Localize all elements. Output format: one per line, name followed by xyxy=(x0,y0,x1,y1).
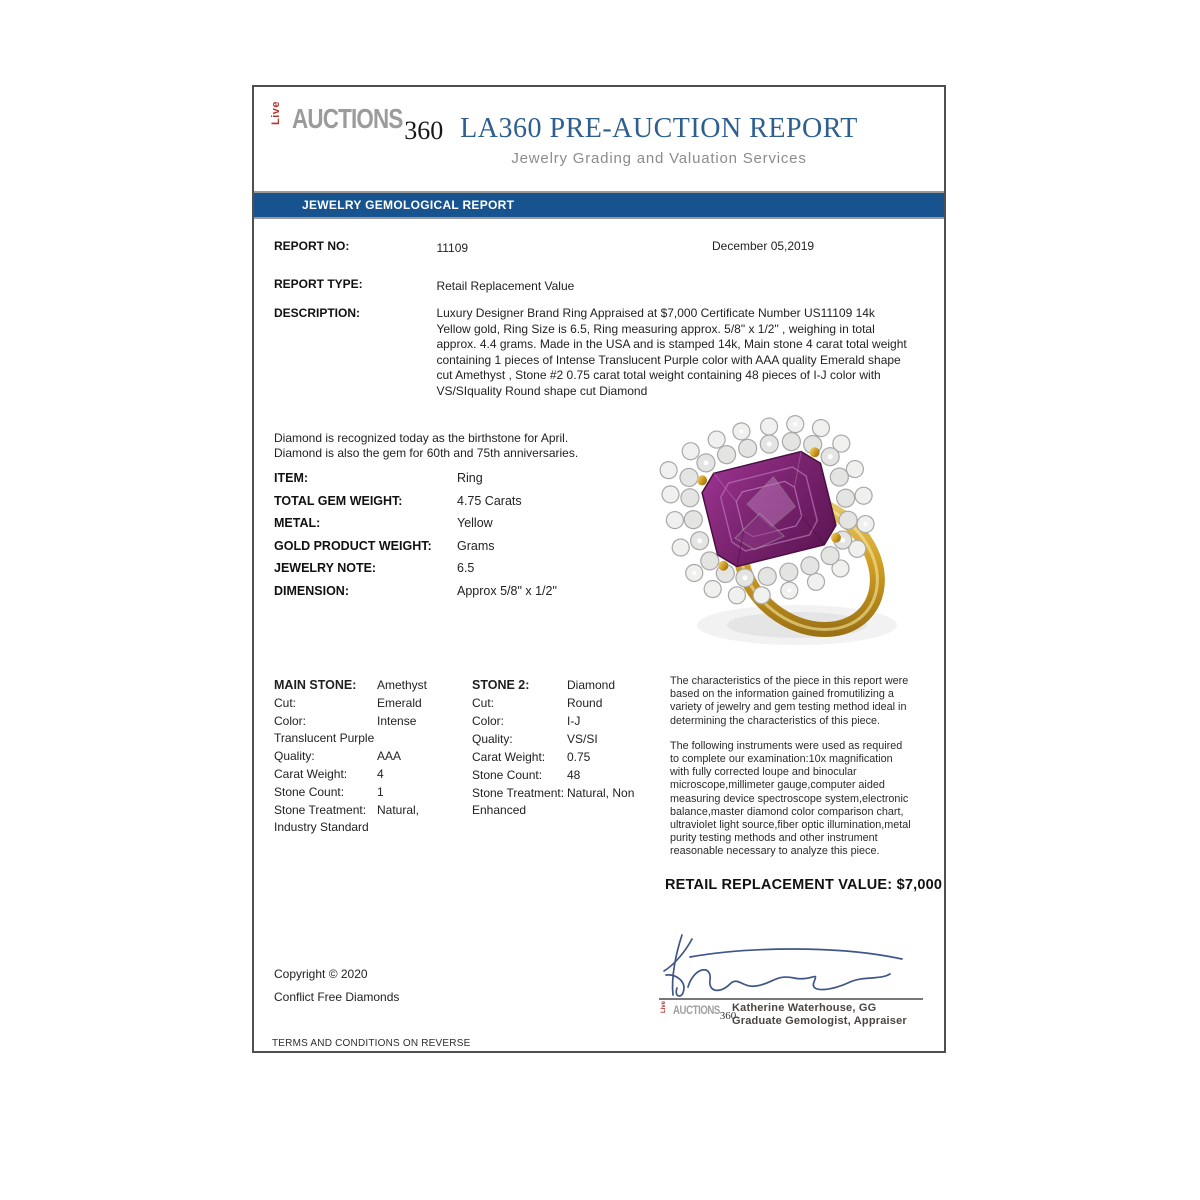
item-value: Ring xyxy=(457,471,483,485)
stone2-color xyxy=(472,713,664,730)
description-text: Luxury Designer Brand Ring Appraised at $7,000 Certificate Number US11109 14k Yellow gold, Ring Size is 6.5, Ring measuring approx. 5/8" x 1/2" , weighing in total approx. 4.4 grams. Made in the USA and is stamped 14k, Main stone 4 carat total weight containing 1 pieces of Intense Translucent Purple color with AAA quality Emerald shape cut Amethyst , Stone #2 0.75 carat total weight containing 48 pieces of I-J color with VS/SIquality Round shape cut Diamond xyxy=(436,306,907,398)
row-value: I-J xyxy=(567,714,581,728)
item-value: Yellow xyxy=(457,516,493,530)
page-subtitle: Jewelry Grading and Valuation Services xyxy=(511,150,807,167)
row-label: Stone Count: xyxy=(274,785,345,799)
item-label: DIMENSION: xyxy=(274,583,349,598)
item-value: 4.75 Carats xyxy=(457,493,522,508)
stone2-value: Diamond xyxy=(567,678,616,692)
stone2-header xyxy=(472,677,664,694)
report-type-label: REPORT TYPE: xyxy=(274,277,363,291)
amethyst-diamond-ring-illustration xyxy=(647,413,939,665)
item-value: 6.5 xyxy=(457,561,475,575)
appraiser-signature xyxy=(652,925,924,999)
characteristics-paragraph-1: The characteristics of the piece in this report were based on the information gained fromutilizing a variety of jewelry and gem testing method ideal in determining the characteristics of this piece. xyxy=(670,675,909,727)
row-value: Emerald xyxy=(377,696,422,710)
row-label: Carat Weight: xyxy=(472,750,546,764)
row-value: 48 xyxy=(567,768,581,782)
item-row-gem-weight xyxy=(274,492,644,510)
report-type-row xyxy=(274,277,934,295)
logo-live-text: Live xyxy=(270,100,282,125)
item-label: ITEM: xyxy=(274,471,309,485)
report-number-label: REPORT NO: xyxy=(274,239,350,253)
report-number-row xyxy=(274,239,934,257)
row-value: VS/SI xyxy=(567,732,598,746)
main-stone-count xyxy=(274,784,448,801)
section-banner-label: JEWELRY GEMOLOGICAL REPORT xyxy=(302,198,515,212)
characteristics-text xyxy=(670,675,914,859)
retail-replacement-value: RETAIL REPLACEMENT VALUE: $7,000 xyxy=(665,877,943,893)
row-label: Stone Treatment: xyxy=(472,786,565,800)
row-label: Cut: xyxy=(274,696,297,710)
logo-auctions-text: AUCTIONS xyxy=(292,103,403,134)
appraiser-identity xyxy=(732,1002,907,1028)
row-value: Intense Translucent Purple xyxy=(274,714,417,745)
main-stone-label: MAIN STONE: xyxy=(274,678,357,692)
row-label: Color: xyxy=(472,714,505,728)
item-value: Grams xyxy=(457,538,495,553)
row-value: Round xyxy=(567,696,603,710)
birthstone-note xyxy=(274,431,578,461)
main-stone-carat xyxy=(274,766,448,783)
mini-logo-360: 360 xyxy=(719,1010,737,1022)
logo-360-text: 360 xyxy=(404,116,444,145)
report-page xyxy=(252,85,946,1053)
appraiser-title: Graduate Gemologist, Appraiser xyxy=(732,1015,907,1027)
main-stone-color xyxy=(274,713,448,747)
row-value: AAA xyxy=(377,749,402,763)
item-row-gold-weight xyxy=(274,537,644,555)
description-label: DESCRIPTION: xyxy=(274,306,361,320)
item-value: Approx 5/8" x 1/2" xyxy=(457,583,557,598)
row-label: Quality: xyxy=(472,732,513,746)
row-value: 0.75 xyxy=(567,750,591,764)
row-label: Stone Treatment: xyxy=(274,803,367,817)
item-label: TOTAL GEM WEIGHT: xyxy=(274,493,403,508)
mini-logo-live: Live xyxy=(661,1000,667,1013)
item-row-metal xyxy=(274,514,644,532)
item-label: METAL: xyxy=(274,516,321,530)
stone2-treatment xyxy=(472,785,664,819)
item-label: JEWELRY NOTE: xyxy=(274,561,377,575)
ring-photo xyxy=(647,413,939,665)
row-label: Color: xyxy=(274,714,307,728)
report-number-value: 11109 xyxy=(436,241,469,255)
row-label: Carat Weight: xyxy=(274,767,348,781)
copyright-line: Copyright © 2020 xyxy=(274,967,368,981)
page-title: LA360 PRE-AUCTION REPORT xyxy=(460,113,858,144)
row-value: Natural, Non Enhanced xyxy=(472,786,635,817)
conflict-free-line: Conflict Free Diamonds xyxy=(274,990,400,1004)
report-date: December 05,2019 xyxy=(712,239,815,253)
item-attribute-list xyxy=(274,469,644,604)
main-stone-quality xyxy=(274,748,448,765)
main-stone-value: Amethyst xyxy=(377,678,428,692)
row-value: Natural, Industry Standard xyxy=(274,803,420,834)
main-stone-header xyxy=(274,677,448,694)
item-row-item xyxy=(274,469,644,487)
item-row-jewelry-note xyxy=(274,559,644,577)
row-label: Quality: xyxy=(274,749,315,763)
characteristics-paragraph-2: The following instruments were used as required to complete our examination:10x magnification with fully corrected loupe and binocular microscope,millimeter gauge,computer aided measuring device spectroscope system,electronic balance,master diamond color comparison chart, ultraviolet light source,fiber optic illumination,metal purity testing methods and other instrument reasonable necessary to analyze this piece. xyxy=(670,739,911,858)
row-value: 1 xyxy=(377,785,384,799)
item-row-dimension xyxy=(274,582,644,600)
row-label: Stone Count: xyxy=(472,768,543,782)
signature-line xyxy=(659,998,923,1000)
stone2-count xyxy=(472,767,664,784)
row-label: Cut: xyxy=(472,696,495,710)
section-banner xyxy=(254,191,944,219)
stone2-carat xyxy=(472,749,664,766)
stone2-quality xyxy=(472,731,664,748)
stone2-cut xyxy=(472,695,664,712)
stone2-section xyxy=(472,677,664,820)
main-stone-section xyxy=(274,677,448,837)
description-row xyxy=(274,306,934,400)
birthstone-line1: Diamond is recognized today as the birthstone for April. xyxy=(274,431,569,445)
main-stone-treatment xyxy=(274,802,448,836)
mini-logo-auctions: AUCTIONS xyxy=(673,1003,720,1017)
copyright-block xyxy=(274,967,399,1004)
main-stone-cut xyxy=(274,695,448,712)
row-value: 4 xyxy=(377,767,384,781)
stone2-label: STONE 2: xyxy=(472,678,530,692)
birthstone-line2: Diamond is also the gem for 60th and 75th anniversaries. xyxy=(274,446,579,460)
item-label: GOLD PRODUCT WEIGHT: xyxy=(274,538,432,553)
signature-mini-logo xyxy=(661,1000,737,1022)
report-type-value: Retail Replacement Value xyxy=(436,279,575,293)
appraiser-name: Katherine Waterhouse, GG xyxy=(732,1002,877,1014)
terms-notice: TERMS AND CONDITIONS ON REVERSE xyxy=(272,1038,471,1049)
